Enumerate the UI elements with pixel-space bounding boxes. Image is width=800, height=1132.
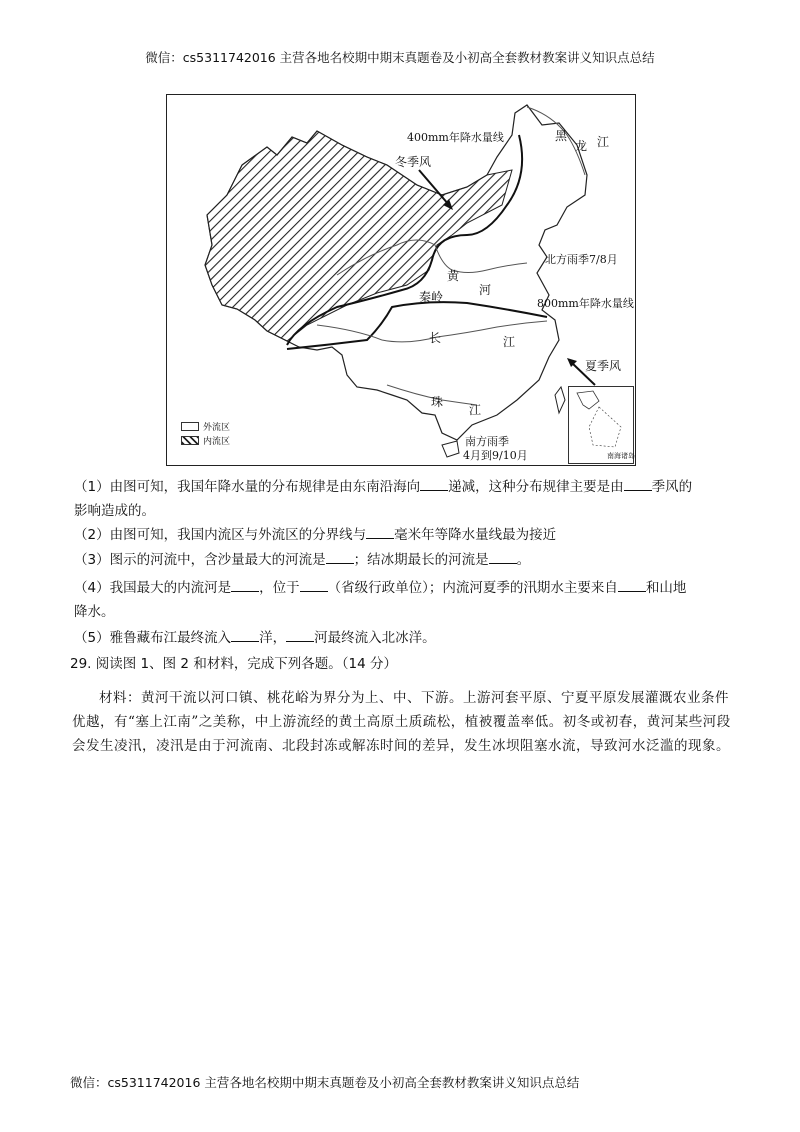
- q3-text-c: 。: [516, 552, 531, 568]
- map-drawing: [167, 95, 636, 466]
- page-header: 微信：cs5311742016 主营各地名校期中期末真题卷及小初高全套教材教案讲义知识点总结: [145, 50, 655, 65]
- q5-text-a: （5）雅鲁藏布江最终流入: [74, 630, 232, 646]
- q3-blank-2[interactable]: [489, 549, 517, 564]
- label-summer-monsoon: 夏季风: [585, 359, 622, 373]
- q3-blank-1[interactable]: [326, 549, 354, 564]
- legend-outflow: [181, 419, 230, 433]
- q1-text-d: 影响造成的。: [74, 503, 155, 519]
- q4-blank-1[interactable]: [231, 577, 259, 592]
- q5-text-c: 河最终流入北冰洋。: [314, 630, 436, 646]
- label-he: 河: [479, 283, 492, 297]
- label-chang: 长: [429, 331, 442, 345]
- q1-text-a: （1）由图可知，我国年降水量的分布规律是由东南沿海向: [74, 479, 421, 495]
- legend-swatch-inflow: [181, 436, 199, 445]
- label-qinling: 秦岭: [419, 290, 444, 304]
- map-legend: [181, 419, 230, 447]
- question-4: [74, 576, 734, 624]
- q3-text-b: ；结冰期最长的河流是: [353, 552, 489, 568]
- q2-text-b: 毫米年等降水量线最为接近: [394, 527, 557, 543]
- label-zhu: 珠: [431, 395, 444, 409]
- legend-label-inflow: 内流区: [203, 436, 231, 447]
- q4-blank-3[interactable]: [618, 577, 646, 592]
- q1-blank-2[interactable]: [624, 476, 652, 491]
- legend-label-outflow: 外流区: [203, 422, 231, 433]
- taiwan-island: [555, 387, 565, 413]
- q4-text-b: ，位于: [259, 580, 300, 596]
- question-29-heading: 29. 阅读图 1、图 2 和材料，完成下列各题。（14 分）: [70, 656, 398, 672]
- south-china-sea-inset: [568, 386, 634, 464]
- question-3: [74, 548, 734, 572]
- label-hei: 黑: [555, 129, 568, 143]
- label-jiang-yangtze: 江: [503, 335, 516, 349]
- label-800mm-line: 800mm年降水量线: [537, 297, 634, 310]
- question-5: [74, 626, 734, 650]
- label-long: 龙: [575, 139, 588, 153]
- q1-blank-1[interactable]: [420, 476, 448, 491]
- legend-inflow: [181, 433, 230, 447]
- page-footer: 微信：cs5311742016 主营各地名校期中期末真题卷及小初高全套教材教案讲义知识点总结: [70, 1075, 580, 1090]
- china-precipitation-map: [166, 94, 636, 466]
- q1-text-c: 季风的: [651, 479, 693, 495]
- legend-swatch-outflow: [181, 422, 199, 431]
- label-400mm-line: 400mm年降水量线: [407, 131, 504, 144]
- label-winter-monsoon: 冬季风: [395, 155, 432, 169]
- material-paragraph: 材料：黄河干流以河口镇、桃花峪为界分为上、中、下游。上游河套平原、宁夏平原发展灌溉农业条件优越，有“塞上江南”之美称，中上游流经的黄土高原土质疏松，植被覆盖率低。初冬或初春，黄河某些河段会发生凌汛，凌汛是由于河流南、北段封冻或解冻时间的差异，发生冰坝阻塞水流，导致河水泛滥的现象。: [72, 690, 731, 754]
- q4-blank-2[interactable]: [300, 577, 328, 592]
- q5-text-b: 洋，: [259, 630, 287, 646]
- label-north-rain: 北方雨季7/8月: [545, 253, 618, 266]
- inset-label: 南海诸岛: [607, 452, 635, 460]
- label-jiang-pearl: 江: [469, 403, 482, 417]
- label-south-rain-2: 4月到9/10月: [463, 449, 528, 462]
- q5-blank-1[interactable]: [231, 627, 259, 642]
- label-south-rain-1: 南方雨季: [465, 435, 509, 448]
- label-jiang-north: 江: [597, 135, 610, 149]
- question-2: [74, 523, 734, 547]
- q1-text-b: 递减，这种分布规律主要是由: [448, 479, 624, 495]
- q4-text-c: （省级行政单位）；内流河夏季的汛期水主要来自: [327, 580, 618, 596]
- q3-text-a: （3）图示的河流中，含沙量最大的河流是: [74, 552, 326, 568]
- q4-text-a: （4）我国最大的内流河是: [74, 580, 232, 596]
- question-1: [74, 475, 734, 523]
- q2-text-a: （2）由图可知，我国内流区与外流区的分界线与: [74, 527, 367, 543]
- q2-blank-1[interactable]: [366, 524, 394, 539]
- q5-blank-2[interactable]: [286, 627, 314, 642]
- hainan-island: [442, 441, 459, 457]
- q4-text-d: 和山地: [645, 580, 687, 596]
- q4-text-e: 降水。: [74, 604, 115, 620]
- label-huang: 黄: [447, 269, 460, 283]
